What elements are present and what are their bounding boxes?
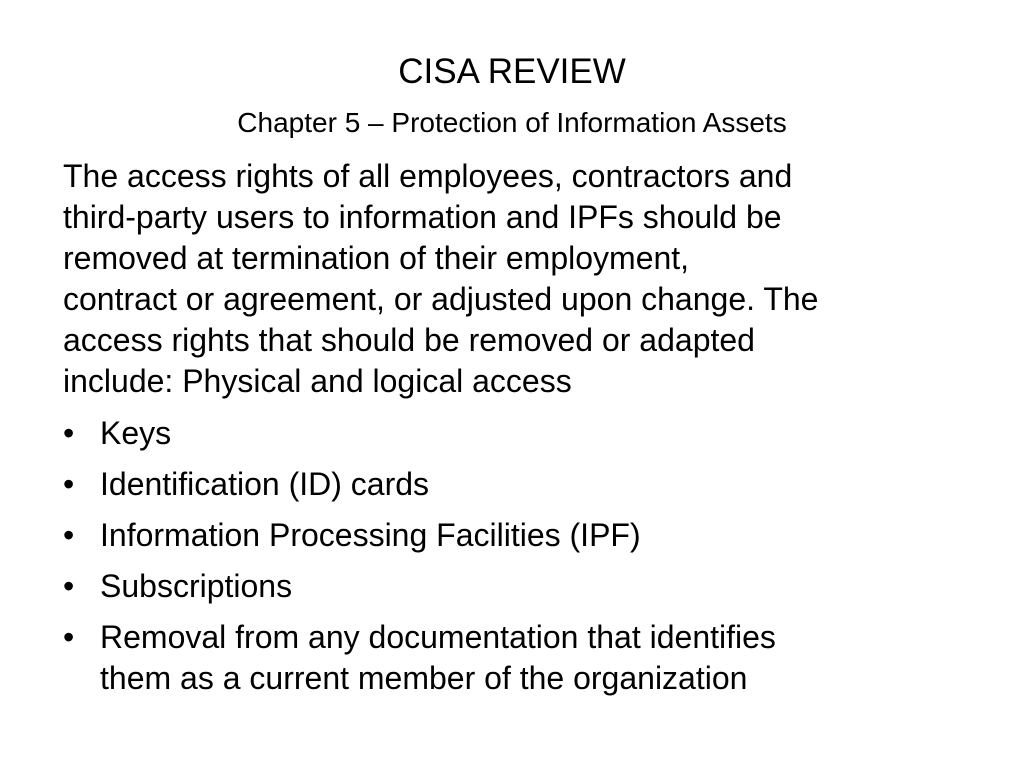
- bullet-text: Removal from any documentation that identifies: [100, 619, 776, 655]
- bullet-icon: •: [63, 517, 75, 553]
- body-line: include: Physical and logical access: [63, 363, 572, 399]
- body-paragraph: [63, 156, 1003, 402]
- bullet-text: them as a current member of the organization: [100, 660, 748, 696]
- bullet-icon: •: [63, 568, 75, 604]
- bullet-list: [63, 413, 1003, 709]
- body-line: access rights that should be removed or adapted: [63, 322, 755, 358]
- bullet-item: [63, 515, 1003, 556]
- body-line: third-party users to information and IPFs should be: [63, 199, 782, 235]
- bullet-item: [63, 566, 1003, 607]
- bullet-icon: •: [63, 415, 75, 451]
- bullet-text: Keys: [100, 415, 172, 451]
- bullet-text: Subscriptions: [100, 568, 293, 604]
- body-line: The access rights of all employees, contractors and: [63, 158, 793, 194]
- bullet-text: Information Processing Facilities (IPF): [100, 517, 641, 553]
- bullet-text: Identification (ID) cards: [100, 466, 430, 502]
- bullet-item: [63, 464, 1003, 505]
- bullet-icon: •: [63, 619, 75, 655]
- bullet-icon: •: [63, 466, 75, 502]
- body-line: contract or agreement, or adjusted upon change. The: [63, 281, 819, 317]
- body-line: removed at termination of their employment,: [63, 240, 690, 276]
- bullet-item: [63, 617, 1003, 699]
- bullet-item: [63, 413, 1003, 454]
- slide-subtitle: Chapter 5 – Protection of Information Assets: [237, 107, 787, 138]
- slide-title: CISA REVIEW: [398, 52, 626, 91]
